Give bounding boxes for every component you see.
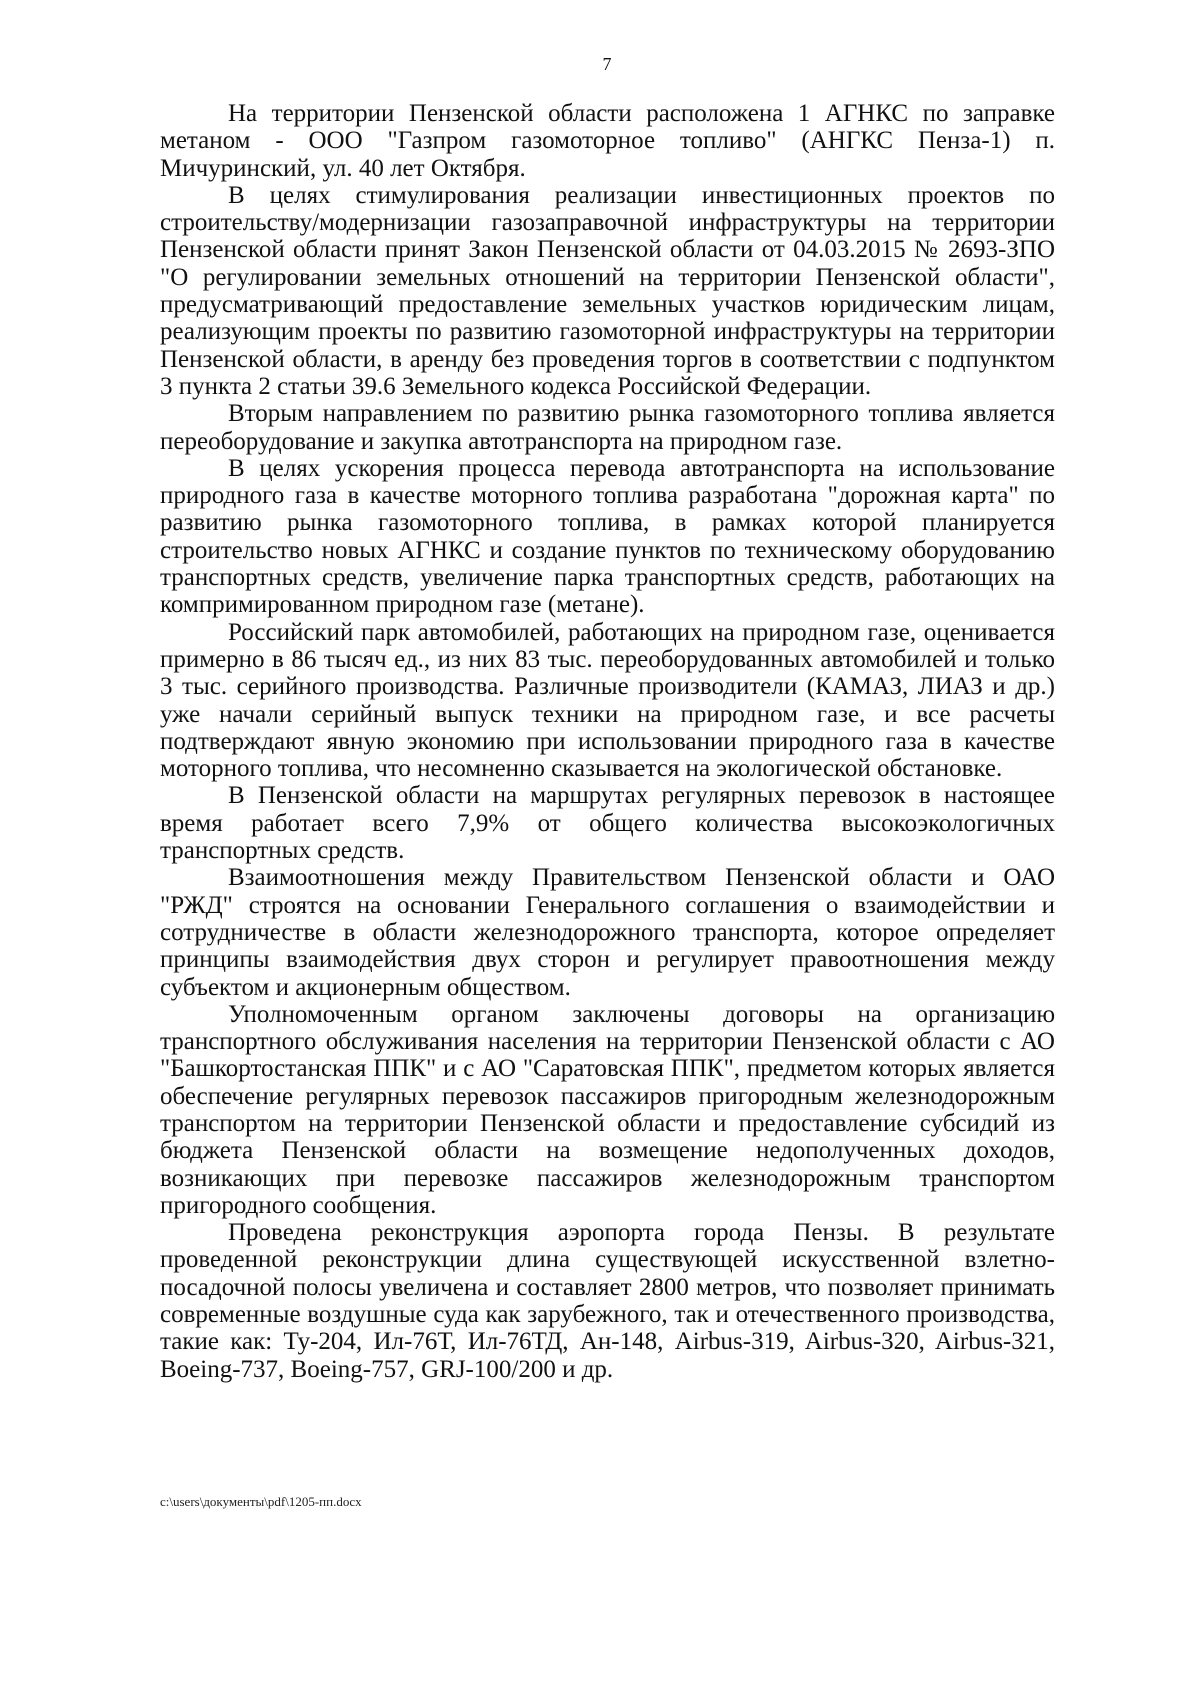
footer-file-path: c:\users\документы\pdf\1205-пп.docx: [160, 1494, 362, 1509]
paragraph-road-map: В целях ускорения процесса перевода автотранспорта на использование природного газа в качестве моторного топлива разработана "дорожная карта" по развитию рынка газомоторного топлива, в рамках которой планируется строительство новых АГНКС и создание пунктов по техническому оборудованию транспортных средств, увеличение парка транспортных средств, работающих на компримированном природном газе (метане).: [160, 454, 1055, 619]
paragraph-suburban-contracts: Уполномоченным органом заключены договоры на организацию транспортного обслуживания населения на территории Пензенской области с АО "Башкортостанская ППК" и с АО "Саратовская ППК", предметом которых является обеспечение регулярных перевозок пассажиров пригородным железнодорожным транспортом на территории Пензенской области и предоставление субсидий из бюджета Пензенской области на возмещение недополученных доходов, возникающих при перевозке пассажиров железнодорожным транспортом пригородного сообщения.: [160, 1000, 1055, 1219]
paragraph-airport-reconstruction: Проведена реконструкция аэропорта города Пензы. В результате проведенной реконструкции длина существующей искусственной взлетно-посадочной полосы увеличена и составляет 2800 метров, что позволяет принимать современные воздушные суда как зарубежного, так и отечественного производства, такие как: Ту-204, Ил-76Т, Ил-76ТД, Ан-148, Airbus-319, Airbus-320, Airbus-321, Boeing-737, Boeing-757, GRJ-100/200 и др.: [160, 1219, 1055, 1383]
page-number: 7: [602, 54, 612, 74]
paragraph-regular-routes: В Пензенской области на маршрутах регулярных перевозок в настоящее время работает всего 7,9% от общего количества высокоэкологичных транспортных средств.: [160, 782, 1055, 865]
paragraph-second-direction: Вторым направлением по развитию рынка газомоторного топлива является переоборудование и закупка автотранспорта на природном газе.: [160, 400, 1055, 455]
paragraph-agnks-location: На территории Пензенской области расположена 1 АГНКС по заправке метаном - ООО "Газпром газомоторное топливо" (АНГКС Пенза-1) п. Мичуринский, ул. 40 лет Октября.: [160, 100, 1055, 182]
paragraph-russian-fleet: Российский парк автомобилей, работающих на природном газе, оценивается примерно в 86 тысяч ед., из них 83 тыс. переоборудованных автомобилей и только 3 тыс. серийного производства. Различные производители (КАМАЗ, ЛИАЗ и др.) уже начали серийный выпуск техники на природном газе, и все расчеты подтверждают явную экономию при использовании природного газа в качестве моторного топлива, что несомненно сказывается на экологической обстановке.: [160, 618, 1055, 783]
document-body: [160, 100, 1055, 1383]
paragraph-investment-law: В целях стимулирования реализации инвестиционных проектов по строительству/модернизации газозаправочной инфраструктуры на территории Пензенской области принят Закон Пензенской области от 04.03.2015 № 2693-ЗПО "О регулировании земельных отношений на территории Пензенской области", предусматривающий предоставление земельных участков юридическим лицам, реализующим проекты по развитию газомоторной инфраструктуры на территории Пензенской области, в аренду без проведения торгов в соответствии с подпунктом 3 пункта 2 статьи 39.6 Земельного кодекса Российской Федерации.: [160, 181, 1055, 400]
paragraph-rzd-relations: Взаимоотношения между Правительством Пензенской области и ОАО "РЖД" строятся на основании Генерального соглашения о взаимодействии и сотрудничестве в области железнодорожного транспорта, которое определяет принципы взаимодействия двух сторон и регулирует правоотношения между субъектом и акционерным обществом.: [160, 864, 1055, 1001]
